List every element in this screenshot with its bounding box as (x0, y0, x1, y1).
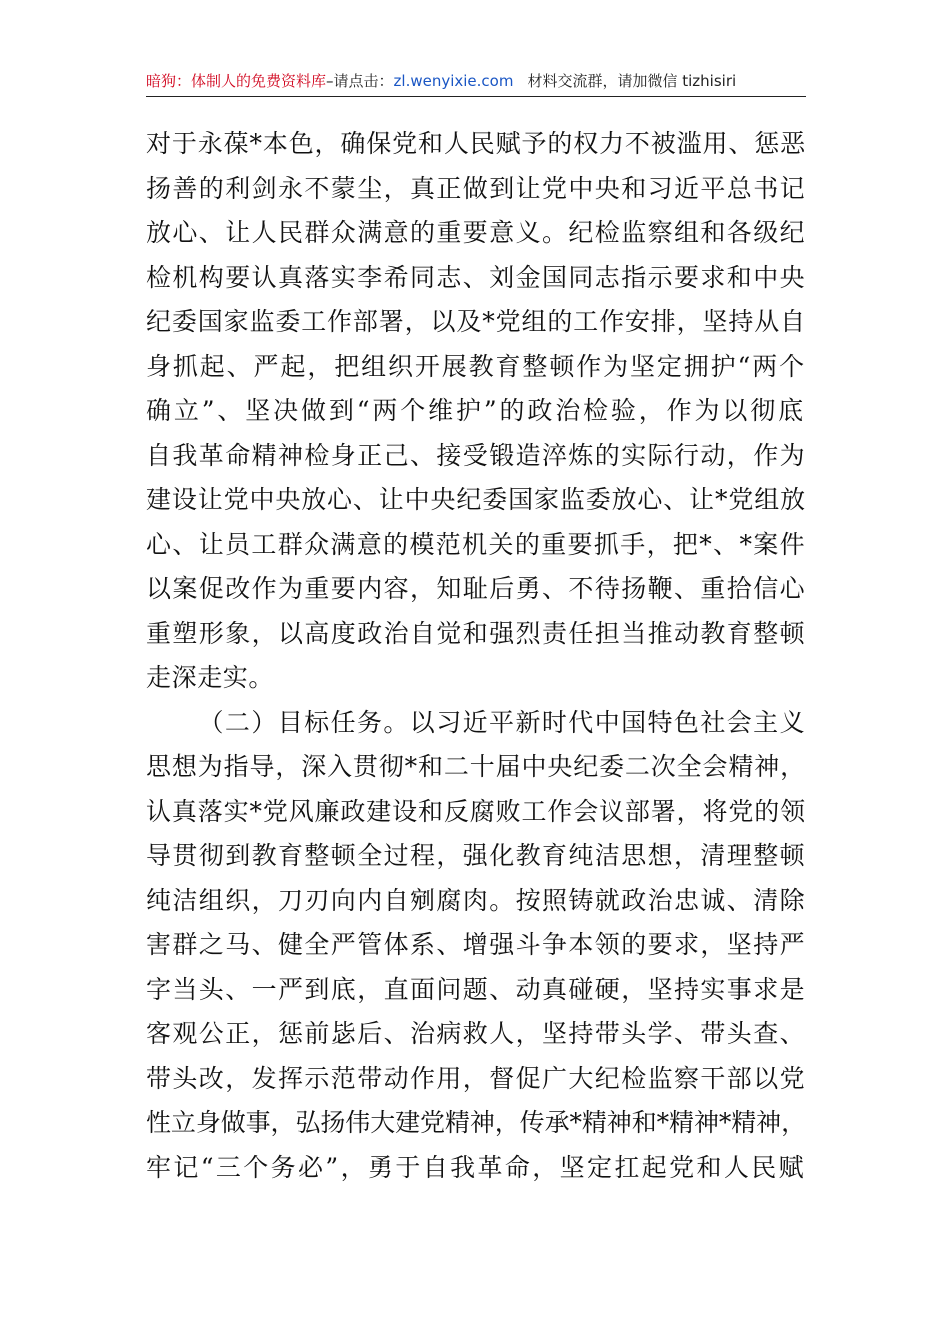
text-line: 思想为指导，深入贯彻*和二十届中央纪委二次全会精神， (146, 752, 806, 781)
text-line: 检机构要认真落实李希同志、刘金国同志指示要求和中央 (146, 262, 806, 292)
text-line: 扬善的利剑永不蒙尘，真正做到让党中央和习近平总书记 (146, 173, 806, 203)
text-line: 认真落实*党风廉政建设和反腐败工作会议部署，将党的领 (146, 796, 806, 826)
text-line: 客观公正，惩前毖后、治病救人，坚持带头学、带头查、 (146, 1019, 806, 1048)
text-line: 建设让党中央放心、让中央纪委国家监委放心、让*党组放 (146, 485, 806, 514)
text-line: 自我革命精神检身正己、接受锻造淬炼的实际行动，作为 (146, 440, 806, 470)
text-line: 纯洁组织，刀刃向内自剜腐肉。按照铸就政治忠诚、清除 (146, 885, 806, 915)
text-line: 性立身做事，弘扬伟大建党精神，传承*精神和*精神*精神， (146, 1108, 806, 1137)
text-line: 纪委国家监委工作部署，以及*党组的工作安排，坚持从自 (146, 307, 806, 336)
document-body (146, 122, 806, 1190)
text-line: 牢记“三个务必”，勇于自我革命，坚定扛起党和人民赋 (146, 1152, 806, 1182)
header-brand: 暗狗：体制人的免费资料库 (146, 72, 327, 90)
text-line: 导贯彻到教育整顿全过程，强化教育纯洁思想，清理整顿 (146, 841, 806, 870)
text-line: 心、让员工群众满意的模范机关的重要抓手，把*、*案件 (146, 529, 806, 559)
text-line: 对于永葆*本色，确保党和人民赋予的权力不被滥用、惩恶 (146, 129, 806, 158)
text-line: 带头改，发挥示范带动作用，督促广大纪检监察干部以党 (146, 1063, 806, 1093)
text-line: 以案促改作为重要内容，知耻后勇、不待扬鞭、重拾信心 (146, 574, 806, 603)
header-separator: –请点击： (326, 72, 394, 90)
text-line: 害群之马、健全严管体系、增强斗争本领的要求，坚持严 (146, 930, 806, 959)
paragraph-1 (146, 122, 806, 701)
text-line: 确立”、坚决做到“两个维护”的政治检验，作为以彻底 (146, 396, 806, 425)
text-line: 走深走实。 (146, 663, 275, 692)
text-line: 重塑形象，以高度政治自觉和强烈责任担当推动教育整顿 (146, 618, 806, 648)
text-line: 身抓起、严起，把组织开展教育整顿作为坚定拥护“两个 (146, 351, 806, 381)
header-link[interactable]: zl.wenyixie.com (393, 72, 514, 90)
text-line: （二）目标任务。以习近平新时代中国特色社会主义 (198, 707, 806, 737)
text-line: 放心、让人民群众满意的重要意义。纪检监察组和各级纪 (146, 218, 806, 247)
header-contact: 材料交流群，请加微信 tizhisiri (527, 72, 737, 90)
page-header (146, 66, 806, 97)
paragraph-2 (146, 701, 806, 1191)
text-line: 字当头、一严到底，直面问题、动真碰硬，坚持实事求是 (146, 974, 806, 1004)
